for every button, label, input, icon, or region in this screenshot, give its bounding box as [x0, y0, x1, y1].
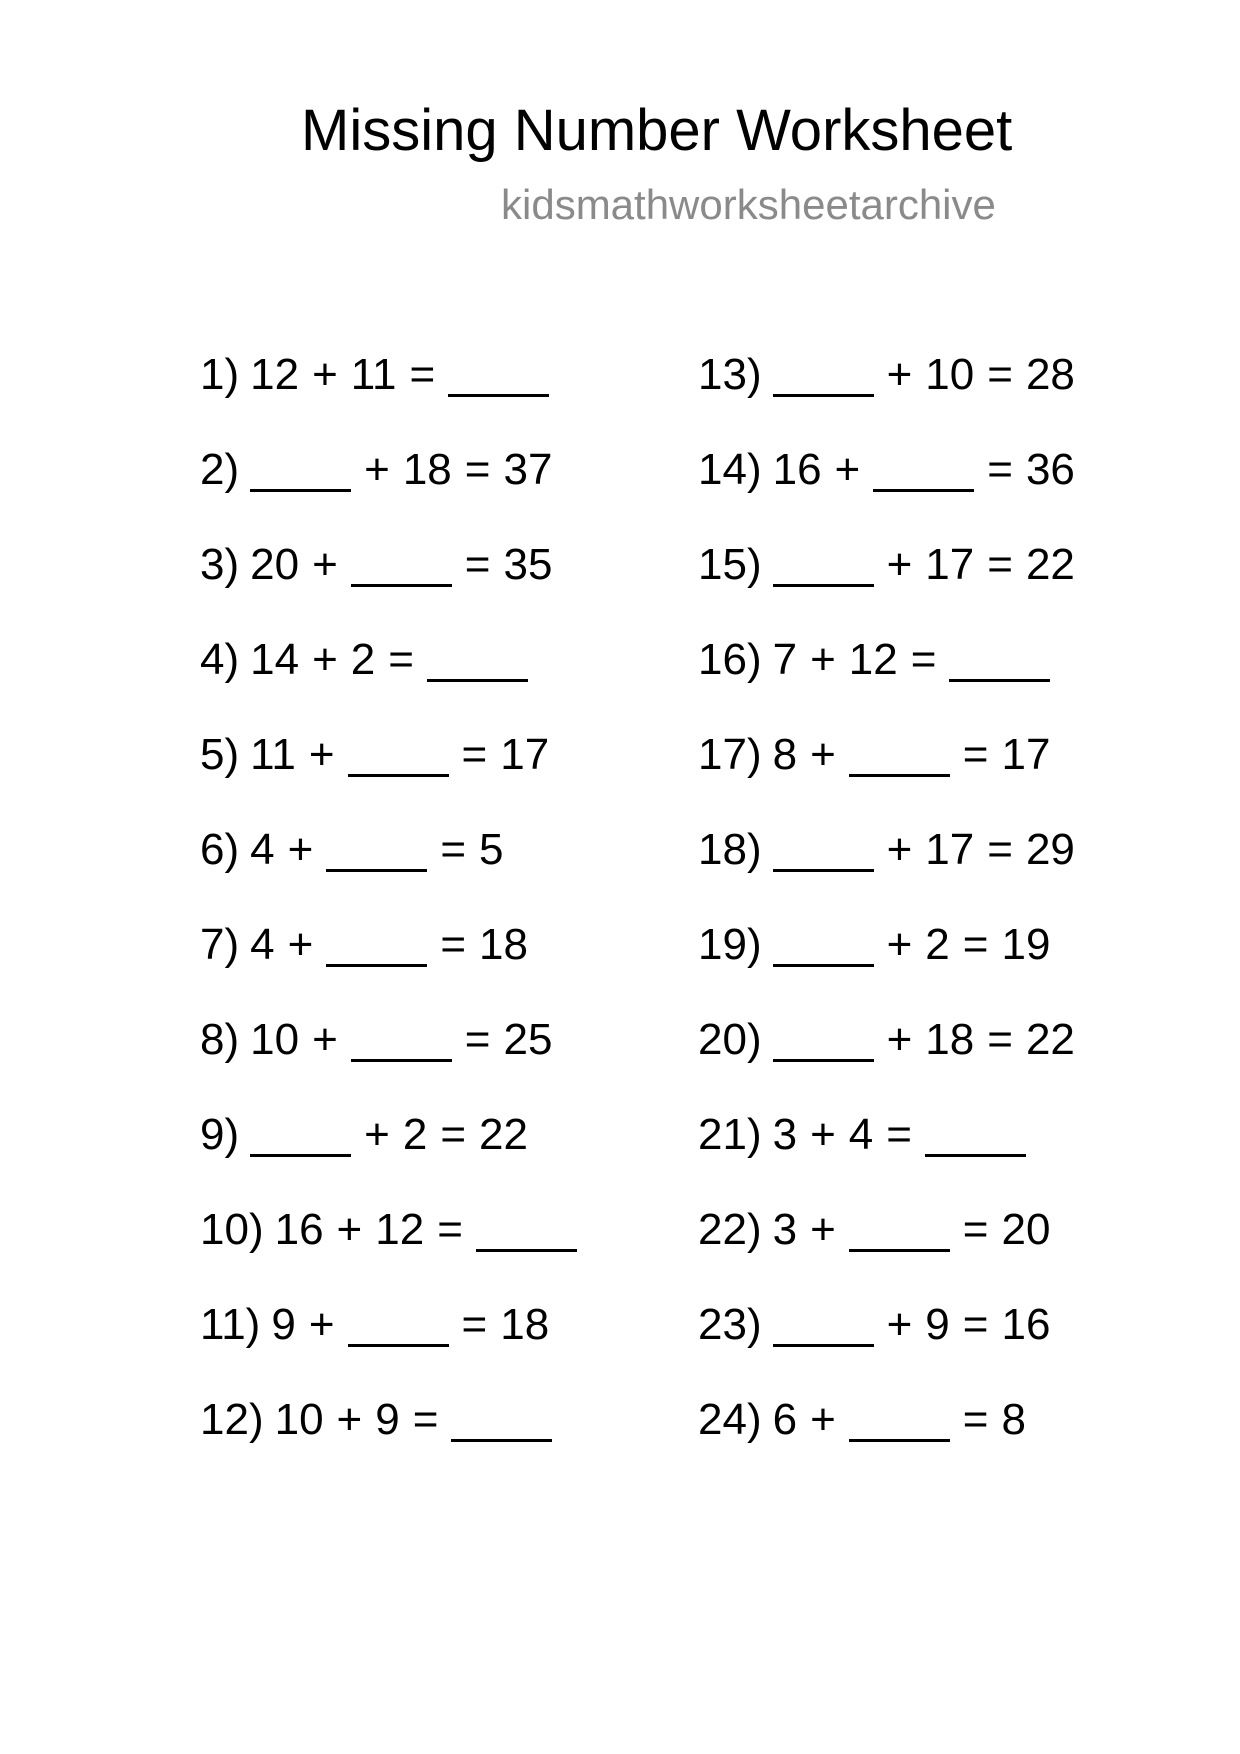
problem-number: 12) [200, 1395, 264, 1444]
operand: 17 [1001, 730, 1051, 779]
problem-item [200, 1395, 590, 1490]
problem-number: 9) [200, 1110, 240, 1159]
operand: 22 [1025, 1015, 1075, 1064]
operand: 12 [250, 350, 300, 399]
operator: = [910, 635, 937, 684]
operator: = [464, 1015, 491, 1064]
operator: + [886, 540, 913, 589]
operator: = [987, 1015, 1013, 1064]
operator: = [962, 730, 989, 779]
problem-item [200, 540, 590, 635]
problem-item [200, 825, 590, 920]
problem-item [698, 730, 1088, 825]
operand: 29 [1025, 825, 1075, 874]
operator: + [834, 445, 861, 494]
operand: 6 [772, 1395, 798, 1444]
operator: + [312, 635, 338, 684]
operator: + [886, 1015, 913, 1064]
operand: 5 [479, 825, 504, 874]
operator: + [886, 350, 913, 399]
problem-item [698, 1015, 1088, 1110]
answer-blank[interactable] [773, 1300, 874, 1347]
problem-item [698, 445, 1088, 540]
problem-number: 1) [200, 350, 240, 399]
answer-blank[interactable] [250, 445, 351, 492]
problem-item [200, 1110, 590, 1205]
answer-blank[interactable] [427, 635, 528, 682]
operand: 16 [772, 445, 822, 494]
operand: 10 [250, 1015, 300, 1064]
operator: = [962, 1205, 989, 1254]
problem-number: 2) [200, 445, 240, 494]
problem-column-right [698, 350, 1088, 1490]
problem-number: 8) [200, 1015, 240, 1064]
operator: = [962, 920, 989, 969]
problem-item [698, 825, 1088, 920]
operator: = [440, 920, 467, 969]
operand: 2 [925, 920, 950, 969]
operand: 4 [250, 825, 275, 874]
operator: = [461, 730, 488, 779]
operator: + [810, 1110, 836, 1159]
operator: = [987, 825, 1013, 874]
operand: 22 [1025, 540, 1075, 589]
problem-number: 6) [200, 825, 240, 874]
answer-blank[interactable] [849, 730, 950, 777]
operand: 16 [274, 1205, 324, 1254]
operand: 18 [402, 445, 452, 494]
answer-blank[interactable] [348, 730, 449, 777]
operand: 28 [1025, 350, 1075, 399]
operand: 9 [271, 1300, 296, 1349]
operand: 20 [1001, 1205, 1051, 1254]
operator: = [388, 635, 414, 684]
operator: + [886, 1300, 913, 1349]
operand: 36 [1025, 445, 1075, 494]
operand: 37 [503, 445, 553, 494]
operand: 7 [772, 635, 798, 684]
operator: = [440, 825, 467, 874]
operator: = [962, 1300, 989, 1349]
operator: = [987, 445, 1013, 494]
answer-blank[interactable] [351, 1015, 452, 1062]
problem-item [200, 730, 590, 825]
operand: 8 [772, 730, 798, 779]
operator: + [312, 540, 338, 589]
operator: + [886, 825, 913, 874]
operator: + [308, 1300, 335, 1349]
answer-blank[interactable] [849, 1205, 950, 1252]
operand: 11 [350, 350, 397, 399]
operand: 22 [479, 1110, 528, 1159]
problem-number: 4) [200, 635, 240, 684]
operand: 8 [1001, 1395, 1026, 1444]
operator: = [412, 1395, 439, 1444]
problem-number: 5) [200, 730, 240, 779]
problem-number: 22) [698, 1205, 762, 1254]
operand: 12 [375, 1205, 425, 1254]
operand: 20 [250, 540, 300, 589]
problem-number: 14) [698, 445, 762, 494]
operator: = [886, 1110, 912, 1159]
operand: 18 [500, 1300, 550, 1349]
problem-item [200, 445, 590, 540]
problem-item [200, 635, 590, 730]
problem-item [200, 1205, 590, 1300]
problem-number: 16) [698, 635, 762, 684]
answer-blank[interactable] [773, 540, 874, 587]
operand: 2 [402, 1110, 428, 1159]
operator: = [440, 1110, 467, 1159]
operator: = [464, 540, 491, 589]
operand: 3 [772, 1205, 798, 1254]
operator: = [962, 1395, 989, 1444]
problem-column-left [200, 350, 590, 1490]
answer-blank[interactable] [849, 1395, 950, 1442]
answer-blank[interactable] [326, 920, 427, 967]
operator: + [336, 1205, 363, 1254]
problem-item [698, 540, 1088, 635]
problem-item [200, 920, 590, 1015]
operator: + [312, 1015, 338, 1064]
problem-number: 20) [698, 1015, 762, 1064]
operand: 18 [479, 920, 528, 969]
problem-number: 13) [698, 350, 762, 399]
problem-item [698, 350, 1088, 445]
operator: + [364, 445, 390, 494]
problem-item [698, 1110, 1088, 1205]
operator: = [464, 445, 491, 494]
operand: 2 [350, 635, 376, 684]
problem-number: 23) [698, 1300, 762, 1349]
operator: = [987, 540, 1013, 589]
operator: + [810, 635, 836, 684]
problem-item [200, 1015, 590, 1110]
answer-blank[interactable] [773, 1015, 874, 1062]
problem-item [698, 1395, 1088, 1490]
operator: + [287, 825, 314, 874]
operand: 17 [925, 540, 975, 589]
operator: + [336, 1395, 363, 1444]
answer-blank[interactable] [448, 350, 549, 397]
operator: + [312, 350, 338, 399]
operand: 19 [1001, 920, 1051, 969]
worksheet-subtitle: kidsmathworksheetarchive [501, 181, 996, 228]
problem-number: 10) [200, 1205, 264, 1254]
operand: 35 [503, 540, 553, 589]
operand: 3 [772, 1110, 798, 1159]
operand: 25 [503, 1015, 553, 1064]
answer-blank[interactable] [250, 1110, 351, 1157]
answer-blank[interactable] [773, 350, 874, 397]
operand: 11 [250, 730, 296, 779]
problem-number: 24) [698, 1395, 762, 1444]
operator: = [437, 1205, 463, 1254]
operand: 14 [250, 635, 300, 684]
answer-blank[interactable] [873, 445, 974, 492]
operator: = [987, 350, 1013, 399]
operand: 10 [925, 350, 975, 399]
operator: + [364, 1110, 390, 1159]
operator: = [409, 350, 436, 399]
operand: 17 [500, 730, 550, 779]
problem-item [698, 1205, 1088, 1300]
problem-number: 19) [698, 920, 762, 969]
operator: + [810, 1395, 836, 1444]
operand: 16 [1001, 1300, 1051, 1349]
problem-number: 11) [200, 1300, 261, 1349]
answer-blank[interactable] [949, 635, 1050, 682]
problem-number: 3) [200, 540, 240, 589]
answer-blank[interactable] [326, 825, 427, 872]
problem-item [698, 635, 1088, 730]
operand: 17 [925, 825, 975, 874]
operator: + [810, 1205, 836, 1254]
answer-blank[interactable] [451, 1395, 552, 1442]
problem-number: 18) [698, 825, 762, 874]
operand: 4 [848, 1110, 874, 1159]
operator: + [886, 920, 913, 969]
operand: 12 [848, 635, 898, 684]
operand: 9 [375, 1395, 400, 1444]
problem-item [698, 920, 1088, 1015]
problem-number: 7) [200, 920, 240, 969]
operand: 9 [925, 1300, 950, 1349]
answer-blank[interactable] [925, 1110, 1026, 1157]
problem-number: 15) [698, 540, 762, 589]
operator: = [461, 1300, 488, 1349]
problem-item [200, 350, 590, 445]
operator: + [810, 730, 836, 779]
operand: 10 [274, 1395, 324, 1444]
answer-blank[interactable] [476, 1205, 577, 1252]
operand: 4 [250, 920, 275, 969]
answer-blank[interactable] [773, 920, 874, 967]
problem-item [200, 1300, 590, 1395]
problem-number: 21) [698, 1110, 762, 1159]
problem-number: 17) [698, 730, 762, 779]
answer-blank[interactable] [348, 1300, 449, 1347]
operand: 18 [925, 1015, 975, 1064]
worksheet-title: Missing Number Worksheet [301, 98, 1013, 163]
operator: + [287, 920, 314, 969]
problem-item [698, 1300, 1088, 1395]
answer-blank[interactable] [351, 540, 452, 587]
answer-blank[interactable] [773, 825, 874, 872]
operator: + [308, 730, 335, 779]
